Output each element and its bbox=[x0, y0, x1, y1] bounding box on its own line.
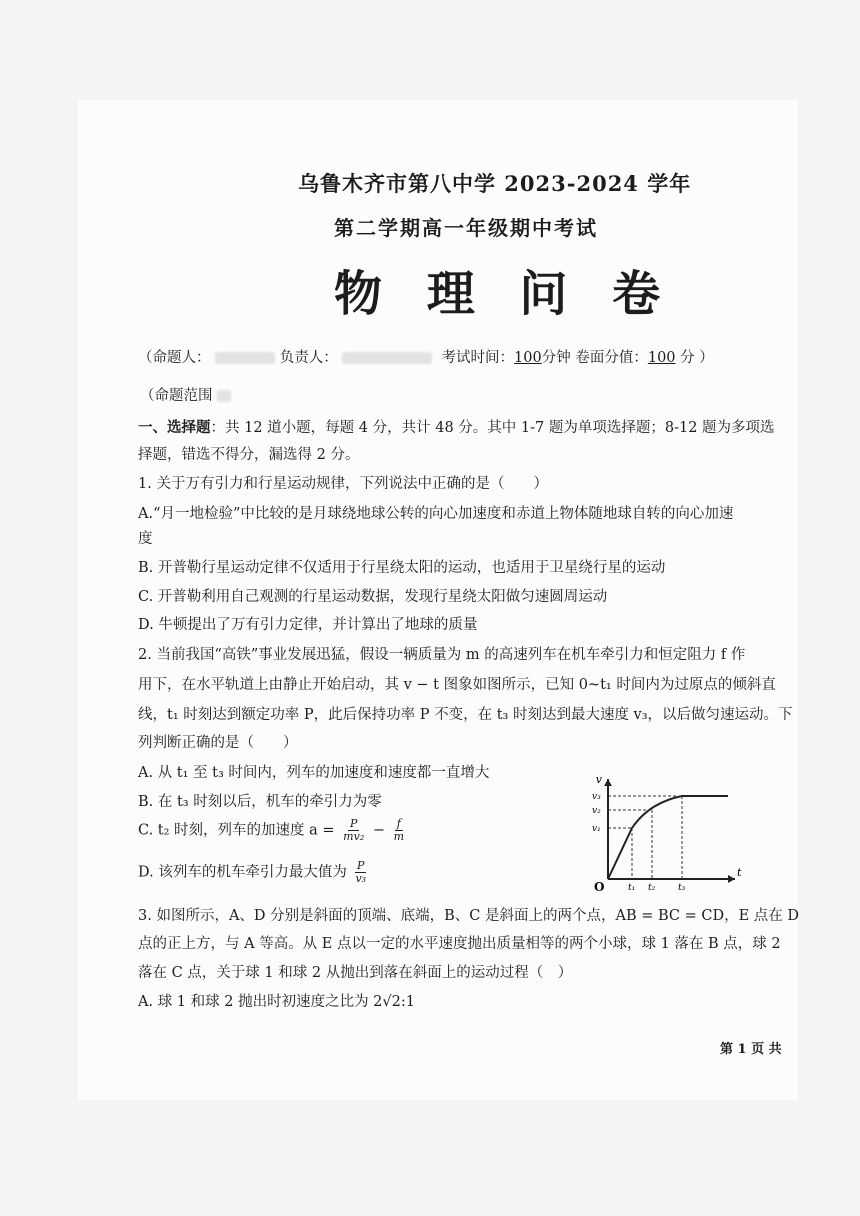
q2-option-a: A. 从 t₁ 至 t₃ 时间内，列车的加速度和速度都一直增大 bbox=[138, 765, 490, 781]
velocity-curve bbox=[608, 796, 728, 879]
q2-line3: 线，t₁ 时刻达到额定功率 P，此后保持功率 P 不变，在 t₃ 时刻达到最大速度 v₃，以后做匀速运动。下 bbox=[138, 707, 793, 723]
q2-line1: 2. 当前我国“高铁”事业发展迅猛，假设一辆质量为 m 的高速列车在机车牵引力和恒定阻力 f 作 bbox=[138, 647, 746, 663]
v-axis-arrow bbox=[604, 779, 612, 786]
q2-line2: 用下，在水平轨道上由静止开始启动，其 v − t 图象如图所示，已知 0~t₁ 时间内为过原点的倾斜直 bbox=[138, 677, 776, 693]
responsible-label: 负责人： bbox=[279, 350, 338, 366]
v2-label: v₂ bbox=[592, 806, 601, 816]
q2-option-c-text: C. t₂ 时刻，列车的加速度 a = bbox=[138, 822, 335, 839]
q2-line4: 列判断正确的是（ ） bbox=[138, 735, 298, 751]
info-line bbox=[138, 346, 714, 367]
time-label: 考试时间： bbox=[441, 350, 515, 366]
section1-line1 bbox=[138, 416, 775, 437]
fraction-p-over-v3: $\frac{P}{\text{v₃}}$ bbox=[355, 859, 367, 885]
q3-option-a: A. 球 1 和球 2 抛出时初速度之比为 2√2:1 bbox=[138, 994, 415, 1010]
q3-line3: 落在 C 点，关于球 1 和球 2 从抛出到落在斜面上的运动过程（ ） bbox=[138, 965, 573, 981]
scope-line bbox=[140, 384, 231, 405]
q2-option-d-text: D. 该列车的机车牵引力最大值为 bbox=[138, 864, 347, 881]
q2-option-b: B. 在 t₃ 时刻以后，机车的牵引力为零 bbox=[138, 794, 382, 810]
redacted-author bbox=[215, 352, 275, 364]
section1-desc-b: 择题，错选不得分，漏选得 2 分。 bbox=[138, 447, 360, 463]
q3-line2: 点的正上方，与 A 等高。从 E 点以一定的水平速度抛出质量相等的两个小球，球 1 落在 B 点，球 2 bbox=[138, 936, 781, 952]
v3-label: v₃ bbox=[592, 792, 601, 802]
fraction-p-over-mv2: $\frac{P}{\text{mv₂}}$ bbox=[343, 817, 365, 843]
score-label: 卷面分值： bbox=[575, 350, 648, 366]
q1-option-d: D. 牛顿提出了万有引力定律，并计算出了地球的质量 bbox=[138, 617, 478, 633]
score-unit: 分 bbox=[680, 350, 695, 366]
minus-sign: − bbox=[372, 822, 385, 839]
info-close: ） bbox=[699, 350, 714, 366]
t1-label: t₁ bbox=[628, 883, 636, 893]
q2-option-c bbox=[138, 818, 408, 843]
page-number: 第 1 页 共 bbox=[720, 1042, 782, 1057]
q1-option-a: A.“月一地检验”中比较的是月球绕地球公转的向心加速度和赤道上物体随地球自转的向心加速 bbox=[138, 506, 734, 522]
subject-title: 物 理 问 卷 bbox=[334, 266, 675, 322]
redacted-responsible bbox=[342, 352, 432, 364]
school-year-title: 乌鲁木齐市第八中学 2023-2024 学年 bbox=[298, 171, 692, 196]
v1-label: v₁ bbox=[592, 824, 601, 834]
section1-desc-a: ：共 12 道小题，每题 4 分，共计 48 分。其中 1-7 题为单项选择题；8-12 题为多项选 bbox=[210, 420, 775, 436]
fraction-f-over-m: $\frac{f}{m}$ bbox=[393, 817, 405, 843]
t-axis-label: t bbox=[737, 866, 742, 879]
v-t-graph bbox=[590, 775, 740, 895]
scope-label: （命题范围 bbox=[140, 388, 213, 404]
origin-label: O bbox=[594, 880, 605, 894]
q1-option-b: B. 开普勒行星运动定律不仅适用于行星绕太阳的运动，也适用于卫星绕行星的运动 bbox=[138, 560, 666, 576]
q2-option-d bbox=[138, 860, 370, 885]
author-label: （命题人： bbox=[138, 350, 211, 366]
section1-title: 一、选择题 bbox=[138, 419, 211, 436]
time-unit: 分钟 bbox=[541, 350, 571, 366]
exam-title: 第二学期高一年级期中考试 bbox=[334, 216, 598, 240]
q1-stem: 1. 关于万有引力和行星运动规律，下列说法中正确的是（ ） bbox=[138, 476, 548, 492]
q3-line1: 3. 如图所示，A、D 分别是斜面的顶端、底端，B、C 是斜面上的两个点，AB = BC = CD，E 点在 D bbox=[138, 908, 800, 924]
t3-label: t₃ bbox=[678, 883, 686, 893]
t-axis-arrow bbox=[728, 875, 735, 883]
t2-label: t₂ bbox=[648, 883, 656, 893]
q1-option-c: C. 开普勒利用自己观测的行星运动数据，发现行星绕太阳做匀速圆周运动 bbox=[138, 589, 608, 605]
time-value: 100 bbox=[514, 350, 542, 366]
redacted-scope bbox=[217, 390, 231, 402]
q1-option-a-cont: 度 bbox=[138, 531, 153, 547]
score-value: 100 bbox=[647, 350, 676, 366]
v-axis-label: v bbox=[595, 773, 602, 786]
